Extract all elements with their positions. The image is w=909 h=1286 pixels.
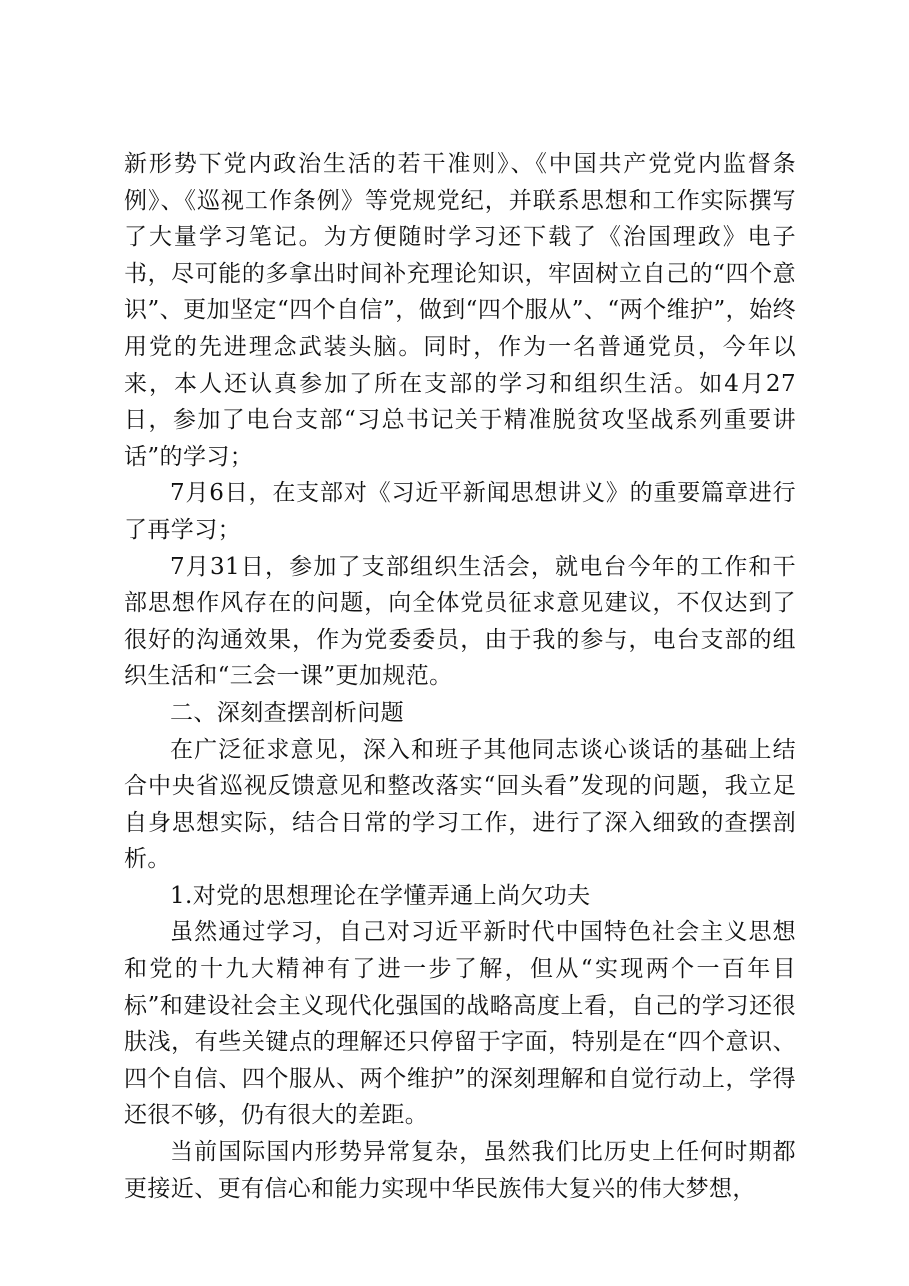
document-body [124, 146, 796, 1207]
paragraph-current-situation: 当前国际国内形势异常复杂，虽然我们比历史上任何时期都更接近、更有信心和能力实现中华民族伟大复兴的伟大梦想， [124, 1139, 796, 1202]
paragraph-july-6: 7月6日，在支部对《习近平新闻思想讲义》的重要篇章进行了再学习； [124, 480, 796, 543]
paragraph-continuation: 新形势下党内政治生活的若干准则》、《中国共产党党内监督条例》、《巡视工作条例》等党规党纪，并联系思想和工作实际撰写了大量学习笔记。为方便随时学习还下载了《治国理政》电子书，尽可能的多拿出时间补充理论知识，牢固树立自己的“四个意识”、更加坚定“四个自信”，做到“四个服从”、“两个维护”，始终用党的先进理念武装头脑。同时，作为一名普通党员，今年以来，本人还认真参加了所在支部的学习和组织生活。如4月27日，参加了电台支部“习总书记关于精准脱贫攻坚战系列重要讲话”的学习； [124, 151, 796, 470]
paragraph-analysis-intro: 在广泛征求意见，深入和班子其他同志谈心谈话的基础上结合中央省巡视反馈意见和整改落实“回头看”发现的问题，我立足自身思想实际，结合日常的学习工作，进行了深入细致的查摆剖析。 [124, 736, 796, 873]
paragraph-july-31: 7月31日，参加了支部组织生活会，就电台今年的工作和干部思想作风存在的问题，向全体党员征求意见建议，不仅达到了很好的沟通效果，作为党委委员，由于我的参与，电台支部的组织生活和“三会一课”更加规范。 [124, 553, 796, 690]
section-heading-2: 二、深刻查摆剖析问题 [170, 699, 404, 726]
subheading-1: 1.对党的思想理论在学懂弄通上尚欠功夫 [170, 882, 591, 909]
paragraph-theory-study: 虽然通过学习，自己对习近平新时代中国特色社会主义思想和党的十九大精神有了进一步了解，但从“实现两个一百年目标”和建设社会主义现代化强国的战略高度上看，自己的学习还很肤浅，有些关键点的理解还只停留于字面，特别是在“四个意识、四个自信、四个服从、两个维护”的深刻理解和自觉行动上，学得还很不够，仍有很大的差距。 [124, 919, 796, 1129]
